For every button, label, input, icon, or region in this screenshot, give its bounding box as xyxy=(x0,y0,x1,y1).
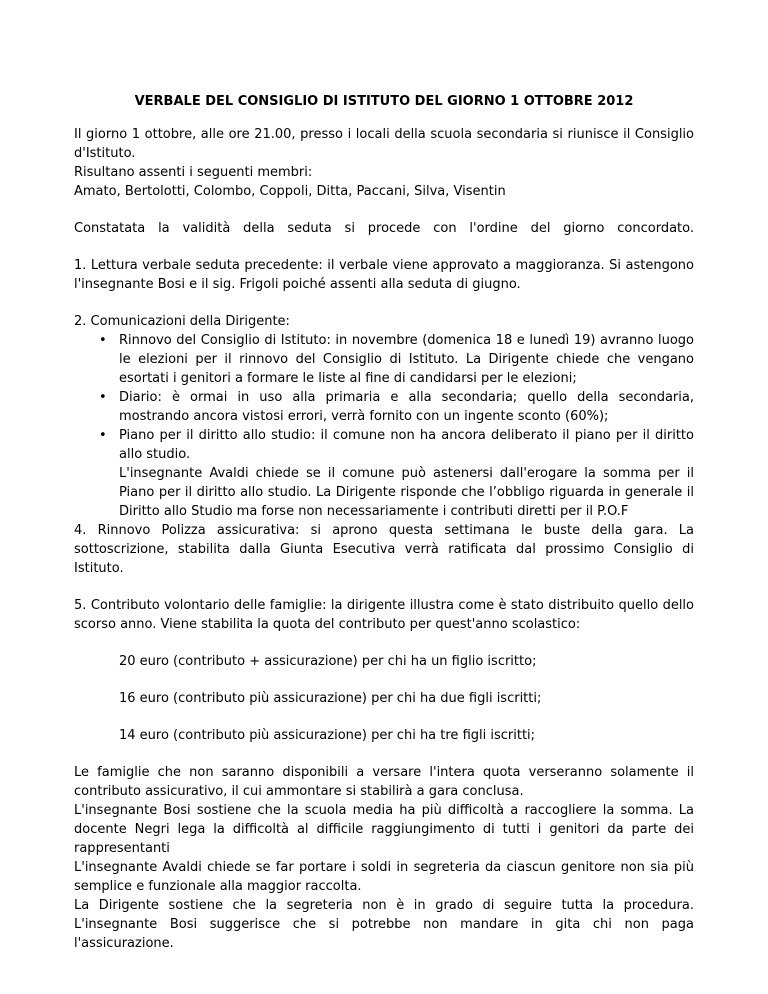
quota-one-child: 20 euro (contributo + assicurazione) per chi ha un figlio iscritto; xyxy=(119,654,537,669)
closing-paragraph-4: La Dirigente sostiene che la segreteria non è in grado di seguire tutta la procedura. L'insegnante Bosi suggerisce che si potrebbe non mandare in gita chi non paga l'assicurazione. xyxy=(74,898,694,951)
bullet-text: Rinnovo del Consiglio di Istituto: in novembre (domenica 18 e lunedì 19) avranno luogo le elezioni per il rinnovo del Consiglio di Istituto. La Dirigente chiede che vengano esortati i genitori a formare le liste al fine di candidarsi per le elezioni; xyxy=(119,333,694,386)
intro-line-2: Risultano assenti i seguenti membri: xyxy=(74,165,313,180)
closing-paragraph-1: Le famiglie che non saranno disponibili a versare l'intera quota verseranno solamente il contributo assicurativo, il cui ammontare si stabilirà a gara conclusa. xyxy=(74,765,694,799)
bullet-text: Piano per il diritto allo studio: il comune non ha ancora deliberato il piano per il diritto allo studio. xyxy=(119,428,694,462)
absent-members: Amato, Bertolotti, Colombo, Coppoli, Ditta, Paccani, Silva, Visentin xyxy=(74,184,506,199)
bullet-icon: • xyxy=(99,428,107,443)
quota-two-children: 16 euro (contributo più assicurazione) per chi ha due figli iscritti; xyxy=(119,691,542,706)
closing-paragraph-2: L'insegnante Bosi sostiene che la scuola media ha più difficoltà a raccogliere la somma. La docente Negri lega la difficoltà al difficile raggiungimento di tutti i genitori da parte dei rappresentanti xyxy=(74,803,694,856)
item-2-heading: 2. Comunicazioni della Dirigente: xyxy=(74,314,290,329)
list-item xyxy=(74,388,694,426)
quota-three-children: 14 euro (contributo più assicurazione) per chi ha tre figli iscritti; xyxy=(119,728,536,743)
item-5-section xyxy=(74,596,694,745)
document-title: VERBALE DEL CONSIGLIO DI ISTITUTO DEL GIORNO 1 OTTOBRE 2012 xyxy=(134,94,634,109)
document-page xyxy=(74,92,694,953)
item-5-intro: 5. Contributo volontario delle famiglie: la dirigente illustra come è stato distribuito quello dello scorso anno. Viene stabilita la quota del contributo per quest'anno scolastico: xyxy=(74,598,694,632)
item-2-section xyxy=(74,312,694,521)
item-1-paragraph: 1. Lettura verbale seduta precedente: il verbale viene approvato a maggioranza. Si astengono l'insegnante Bosi e il sig. Frigoli poiché assenti alla seduta di giugno. xyxy=(74,258,694,292)
bullet-icon: • xyxy=(99,333,107,348)
item-4-paragraph: 4. Rinnovo Polizza assicurativa: si aprono questa settimana le buste della gara. La sottoscrizione, stabilita dalla Giunta Esecutiva verrà ratificata dal prossimo Consiglio di Istituto. xyxy=(74,523,694,576)
list-item xyxy=(74,331,694,388)
bullet-text: Diario: è ormai in uso alla primaria e alla secondaria; quello della secondaria, mostrando ancora vistosi errori, verrà fornito con un ingente sconto (60%); xyxy=(119,390,694,424)
bullet-icon: • xyxy=(99,390,107,405)
constatata-paragraph: Constatata la validità della seduta si procede con l'ordine del giorno concordato. xyxy=(74,221,694,236)
intro-line-1: Il giorno 1 ottobre, alle ore 21.00, presso i locali della scuola secondaria si riunisce il Consiglio d'Istituto. xyxy=(74,127,694,161)
intro-section xyxy=(74,125,694,201)
list-item xyxy=(74,426,694,464)
closing-paragraph-3: L'insegnante Avaldi chiede se far portare i soldi in segreteria da ciascun genitore non sia più semplice e funzionale alla maggior raccolta. xyxy=(74,860,694,894)
closing-section xyxy=(74,763,694,953)
communications-list xyxy=(74,331,694,464)
avaldi-follow-up: L'insegnante Avaldi chiede se il comune può astenersi dall'erogare la somma per il Piano per il diritto allo studio. La Dirigente risponde che l’obbligo riguarda in generale il Diritto allo Studio ma forse non necessariamente i contributi diretti per il P.O.F xyxy=(119,466,694,519)
